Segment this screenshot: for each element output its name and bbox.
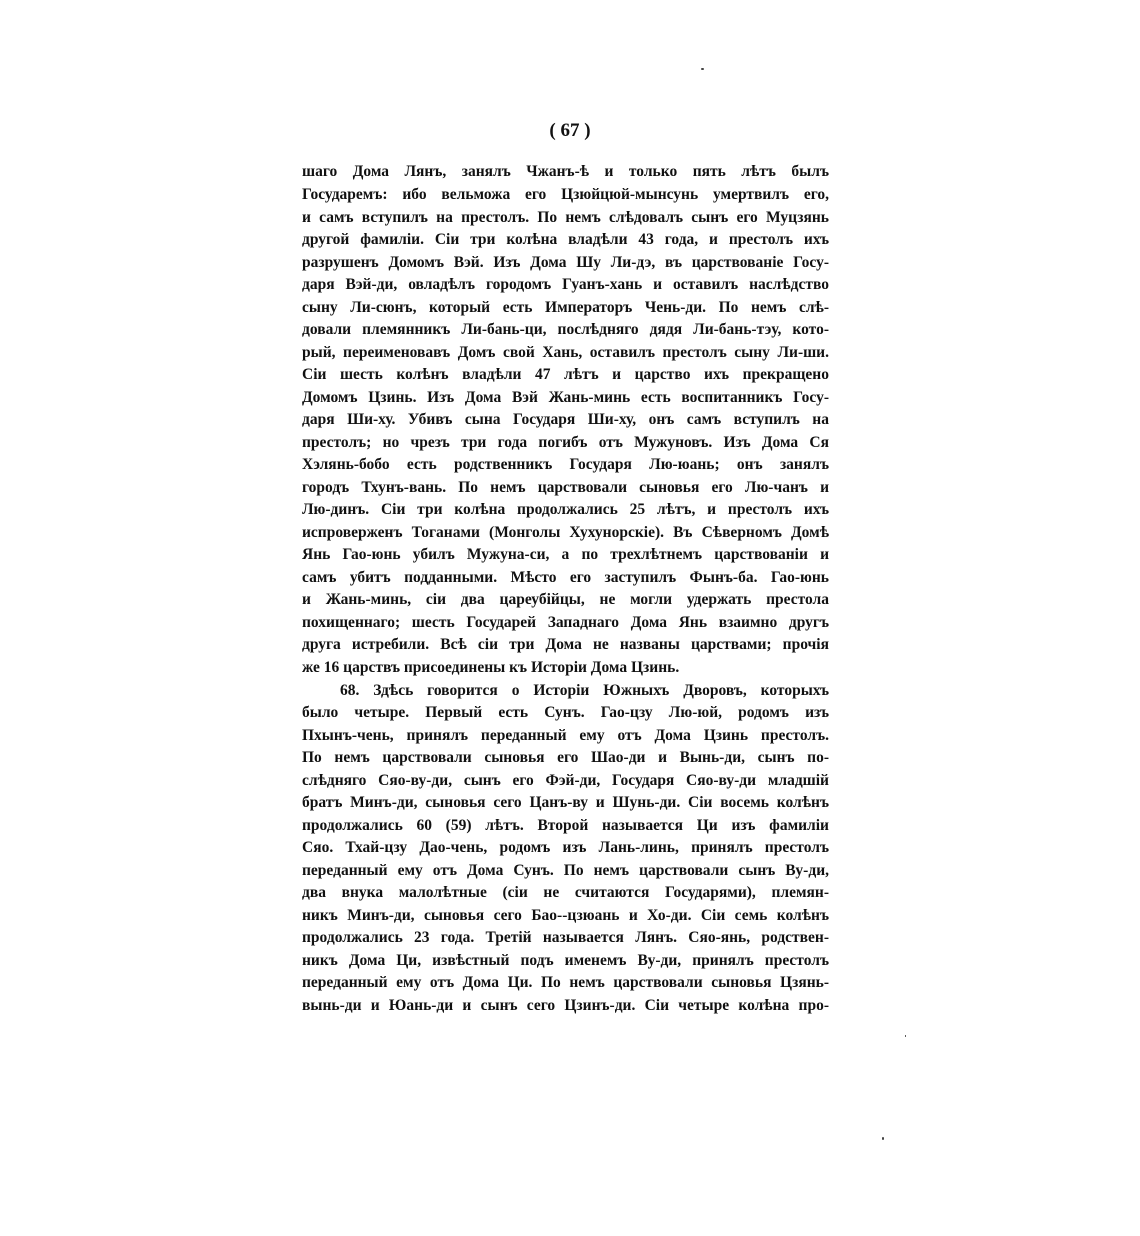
text-line: два внука малолѣтные (сіи не считаются Государями), племян- — [302, 884, 829, 901]
text-line: самъ убитъ подданными. Мѣсто его заступилъ Фынъ-ба. Гао-юнь — [302, 569, 829, 586]
text-line: братъ Минъ-ди, сыновья сего Цанъ-ву и Шунь-ди. Сіи восемь колѣнъ — [302, 794, 829, 811]
text-line: Хэлянь-бобо есть родственникъ Государя Лю-юань; онъ занялъ — [302, 456, 829, 473]
text-line: и самъ вступилъ на престолъ. По немъ слѣдовалъ сынъ его Муцзянь — [302, 209, 829, 226]
text-line: же 16 царствъ присоединены къ Исторіи Дома Цзинь. — [302, 659, 680, 676]
text-line: даря Вэй-ди, овладѣлъ городомъ Гуанъ-хань и оставилъ наслѣдство — [302, 276, 829, 293]
page-number: ( 67 ) — [549, 120, 591, 141]
text-line: даря Ши-ху. Убивъ сына Государя Ши-ху, онъ самъ вступилъ на — [302, 411, 829, 428]
scan-speck — [882, 1137, 884, 1140]
paragraph-start-line: 68. Здѣсь говорится о Исторіи Южныхъ Дворовъ, которыхъ — [340, 682, 829, 699]
text-line: разрушенъ Домомъ Вэй. Изъ Дома Шу Ли-дэ, въ царствованіе Госу- — [302, 254, 829, 271]
text-line: шаго Дома Лянъ, занялъ Чжанъ-ѣ и только пять лѣтъ былъ — [302, 163, 829, 180]
text-line: было четыре. Первый есть Сунъ. Гао-цзу Лю-юй, родомъ изъ — [302, 704, 829, 721]
text-line: Сяо. Тхай-цзу Дао-чень, родомъ изъ Лань-линь, принялъ престолъ — [302, 839, 829, 856]
text-line: никъ Дома Ци, извѣстный подъ именемъ Ву-ди, принялъ престолъ — [302, 952, 829, 969]
text-line: довали племянникъ Ли-бань-ци, послѣдняго дядя Ли-бань-тэу, кото- — [302, 321, 829, 338]
text-line: Янь Гао-юнь убилъ Мужуна-си, а по трехлѣтнемъ царствованіи и — [302, 546, 829, 563]
text-line: продолжались 23 года. Третій называется Лянъ. Сяо-янь, родствен- — [302, 929, 829, 946]
text-line: Лю-динъ. Сіи три колѣна продолжались 25 лѣтъ, и престолъ ихъ — [302, 501, 829, 518]
scan-speck — [905, 1035, 906, 1037]
text-line: сыну Ли-сюнъ, который есть Императоръ Чень-ди. По немъ слѣ- — [302, 299, 829, 316]
text-line: другой фамиліи. Сіи три колѣна владѣли 43 года, и престолъ ихъ — [302, 231, 829, 248]
text-line: рый, переименовавъ Домъ свой Хань, оставилъ престолъ сыну Ли-ши. — [302, 344, 829, 361]
text-line: и Жань-минь, сіи два цареубійцы, не могли удержать престола — [302, 591, 829, 608]
text-line: Домомъ Цзинь. Изъ Дома Вэй Жань-минь есть воспитанникъ Госу- — [302, 389, 829, 406]
text-line: престолъ; но чрезъ три года погибъ отъ Мужуновъ. Изъ Дома Ся — [302, 434, 829, 451]
scan-speck — [701, 68, 704, 70]
text-line: вынь-ди и Юань-ди и сынъ сего Цзинъ-ди. Сіи четыре колѣна про- — [302, 997, 829, 1014]
text-line: Пхынъ-чень, принялъ переданный ему отъ Дома Цзинь престолъ. — [302, 727, 829, 744]
text-line: друга истребили. Всѣ сіи три Дома не названы царствами; прочія — [302, 636, 829, 653]
text-line: слѣдняго Сяо-ву-ди, сынъ его Фэй-ди, Государя Сяо-ву-ди младшій — [302, 772, 829, 789]
text-line: похищеннаго; шесть Государей Западнаго Дома Янь взаимно другъ — [302, 614, 829, 631]
text-line: переданный ему отъ Дома Сунъ. По немъ царствовали сынъ Ву-ди, — [302, 862, 829, 879]
text-line: Государемъ: ибо вельможа его Цзюйцюй-мынсунь умертвилъ его, — [302, 186, 829, 203]
text-line: никъ Минъ-ди, сыновья сего Бао--цзюань и Хо-ди. Сіи семь колѣнъ — [302, 907, 829, 924]
text-line: переданный ему отъ Дома Ци. По немъ царствовали сыновья Цзянь- — [302, 974, 829, 991]
text-line: испроверженъ Тоганами (Монголы Хухунорскіе). Въ Сѣверномъ Домѣ — [302, 524, 829, 541]
text-line: продолжались 60 (59) лѣтъ. Второй называется Ци изъ фамиліи — [302, 817, 829, 834]
text-line: По немъ царствовали сыновья его Шао-ди и Вынь-ди, сынъ по- — [302, 749, 829, 766]
text-line: Сіи шесть колѣнъ владѣли 47 лѣтъ и царство ихъ прекращено — [302, 366, 829, 383]
text-line: городъ Тхунъ-вань. По немъ царствовали сыновья его Лю-чанъ и — [302, 479, 829, 496]
